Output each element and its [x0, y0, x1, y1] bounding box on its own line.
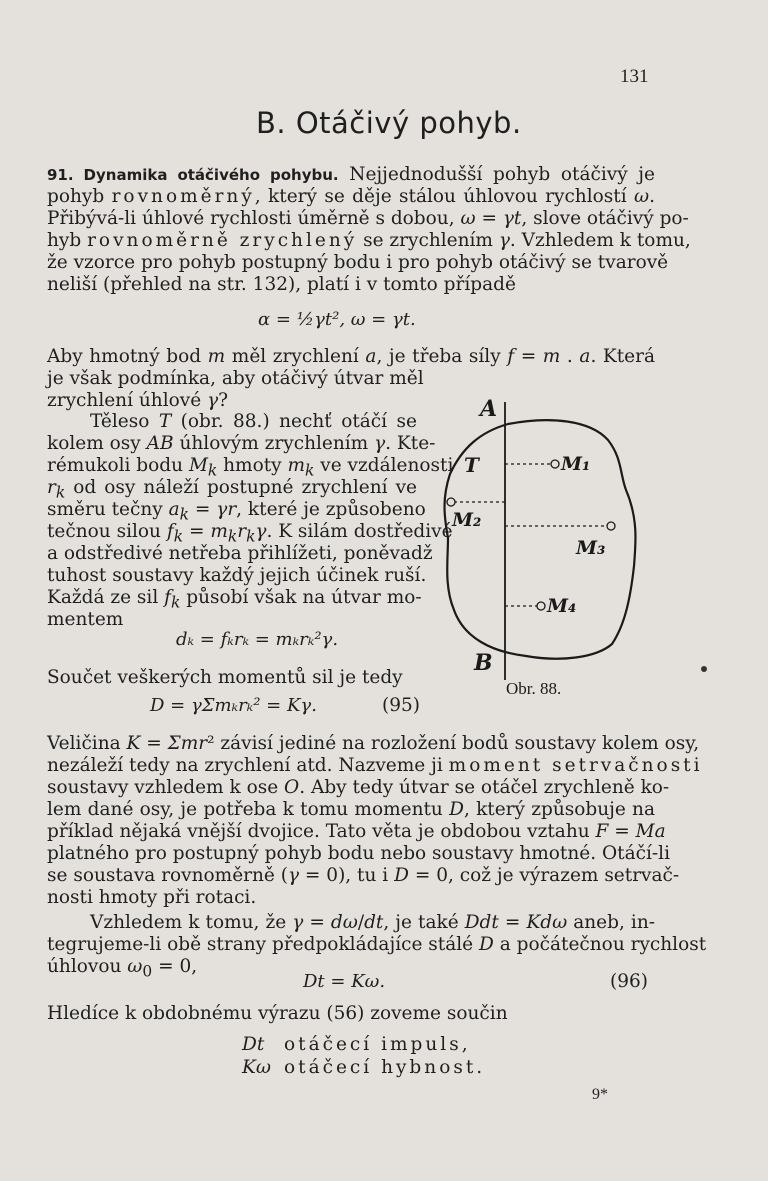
equation-number-96: (96)	[610, 971, 648, 992]
print-speck	[701, 666, 707, 672]
paragraph-1-line-1	[47, 164, 655, 186]
formula-angular-impulse: Dt = Kω.	[303, 971, 386, 992]
label-m4: M₄	[547, 595, 577, 617]
section-title: B. Otáčivý pohyb.	[256, 106, 522, 140]
label-axis-b: B	[474, 650, 493, 676]
paragraph-1-line-1-rest: Nejjednodušší pohyb otáčivý je	[349, 164, 655, 185]
point-m1	[551, 460, 559, 468]
paragraph-3-line-4: $r_k$ od osy náleží postupné zrychlení ve	[47, 477, 417, 502]
paragraph-1-line-6: neliší (přehled na str. 132), platí i v tomto případě	[47, 274, 516, 295]
figure-caption: Obr. 88.	[506, 679, 562, 698]
paragraph-1-line-5: že vzorce pro pohyb postupný bodu i pro pohyb otáčivý se tvarově	[47, 252, 669, 273]
paragraph-5-line-3: soustavy vzhledem k ose O. Aby tedy útvar se otáčel zrychleně ko-	[47, 777, 670, 798]
paragraph-3-line-7: a odstředivé netřeba přihlížeti, poněvadž	[47, 543, 433, 564]
paragraph-3-line-9: Každá ze sil $f_k$ působí však na útvar mo-	[47, 587, 422, 612]
paragraph-5-line-7: se soustava rovnoměrně (γ = 0), tu i D = 0, což je výrazem setrvač-	[47, 865, 680, 886]
point-m3	[607, 522, 615, 530]
paragraph-5-line-2: nezáleží tedy na zrychlení atd. Nazveme ji moment setrvačnosti	[47, 755, 703, 776]
paragraph-5-line-1: Veličina K = Σmr² závisí jediné na rozložení bodů soustavy kolem osy,	[47, 733, 700, 754]
paragraph-3-line-2: kolem osy AB úhlovým zrychlením γ. Kte-	[47, 433, 436, 454]
definition-2-symbol: Kω	[242, 1057, 271, 1078]
point-m2	[447, 498, 455, 506]
formula-total-moment: D = γΣmₖrₖ² = Kγ.	[150, 695, 317, 716]
paragraph-1-line-3: Přibývá-li úhlové rychlosti úměrně s dobou, ω = γt, slove otáčivý po-	[47, 208, 689, 229]
paragraph-6-line-2: tegrujeme-li obě strany předpokládajíce stálé D a počátečnou rychlost	[47, 934, 707, 955]
formula-angular-kinematics: α = ½γt², ω = γt.	[258, 309, 416, 330]
label-body-t: T	[464, 453, 479, 477]
paragraph-6-line-3: úhlovou $\omega_0 = 0$,	[47, 956, 198, 981]
paragraph-3-line-5: směru tečny $a_k = \gamma r$, které je způsobeno	[47, 499, 426, 524]
paragraph-2-line-3: zrychlení úhlové γ?	[47, 390, 229, 411]
paragraph-3-line-10: mentem	[47, 609, 124, 630]
paragraph-5-line-4: lem dané osy, je potřeba k tomu momentu D, který způsobuje na	[47, 799, 655, 820]
paragraph-3-line-3: rémukoli bodu $M_k$ hmoty $m_k$ ve vzdálenosti	[47, 455, 454, 480]
label-m1: M₁	[561, 453, 591, 475]
definition-1-symbol: Dt	[242, 1034, 265, 1055]
sheet-signature: 9*	[592, 1086, 608, 1103]
paragraph-6-line-1: Vzhledem k tomu, že γ = dω/dt, je také Ddt = Kdω aneb, in-	[90, 912, 655, 933]
paragraph-5-line-6: platného pro postupný pohyb bodu nebo soustavy hmotné. Otáčí-li	[47, 843, 670, 864]
paragraph-3-line-6: tečnou silou $f_k = m_kr_k\gamma$. K silám dostředivé	[47, 521, 453, 546]
formula-moment-of-force: dₖ = fₖrₖ = mₖrₖ²γ.	[176, 629, 339, 650]
paragraph-3-line-1: Těleso T (obr. 88.) nechť otáčí se	[90, 411, 417, 432]
definition-1-term: otáčecí impuls,	[284, 1034, 471, 1055]
label-m2: M₂	[452, 509, 482, 531]
point-m4	[537, 602, 545, 610]
label-axis-a: A	[480, 396, 498, 422]
paragraph-1-line-2: pohyb rovnoměrný, který se děje stálou úhlovou rychlostí ω.	[47, 186, 655, 207]
paragraph-5-line-8: nosti hmoty při rotaci.	[47, 887, 257, 908]
paragraph-3-line-8: tuhost soustavy každý jejich účinek ruší.	[47, 565, 427, 586]
definition-2-term: otáčecí hybnost.	[284, 1057, 486, 1078]
paragraph-heading: 91. Dynamika otáčivého pohybu.	[47, 166, 339, 184]
paragraph-2-line-2: je však podmínka, aby otáčivý útvar měl	[47, 368, 424, 389]
figure-88	[430, 390, 670, 710]
page-number: 131	[620, 66, 649, 87]
paragraph-1-line-4: hyb rovnoměrně zrychlený se zrychlením γ. Vzhledem k tomu,	[47, 230, 691, 251]
paragraph-5-line-5: příklad nějaká vnější dvojice. Tato věta je obdobou vztahu F = Ma	[47, 821, 666, 842]
equation-number-95: (95)	[382, 695, 420, 716]
paragraph-2-line-1: Aby hmotný bod m měl zrychlení a, je třeba síly f = m . a. Která	[47, 346, 656, 367]
paragraph-7: Hledíce k obdobnému výrazu (56) zoveme součin	[47, 1003, 508, 1024]
label-m3: M₃	[576, 537, 606, 559]
paragraph-4: Součet veškerých momentů sil je tedy	[47, 667, 403, 688]
